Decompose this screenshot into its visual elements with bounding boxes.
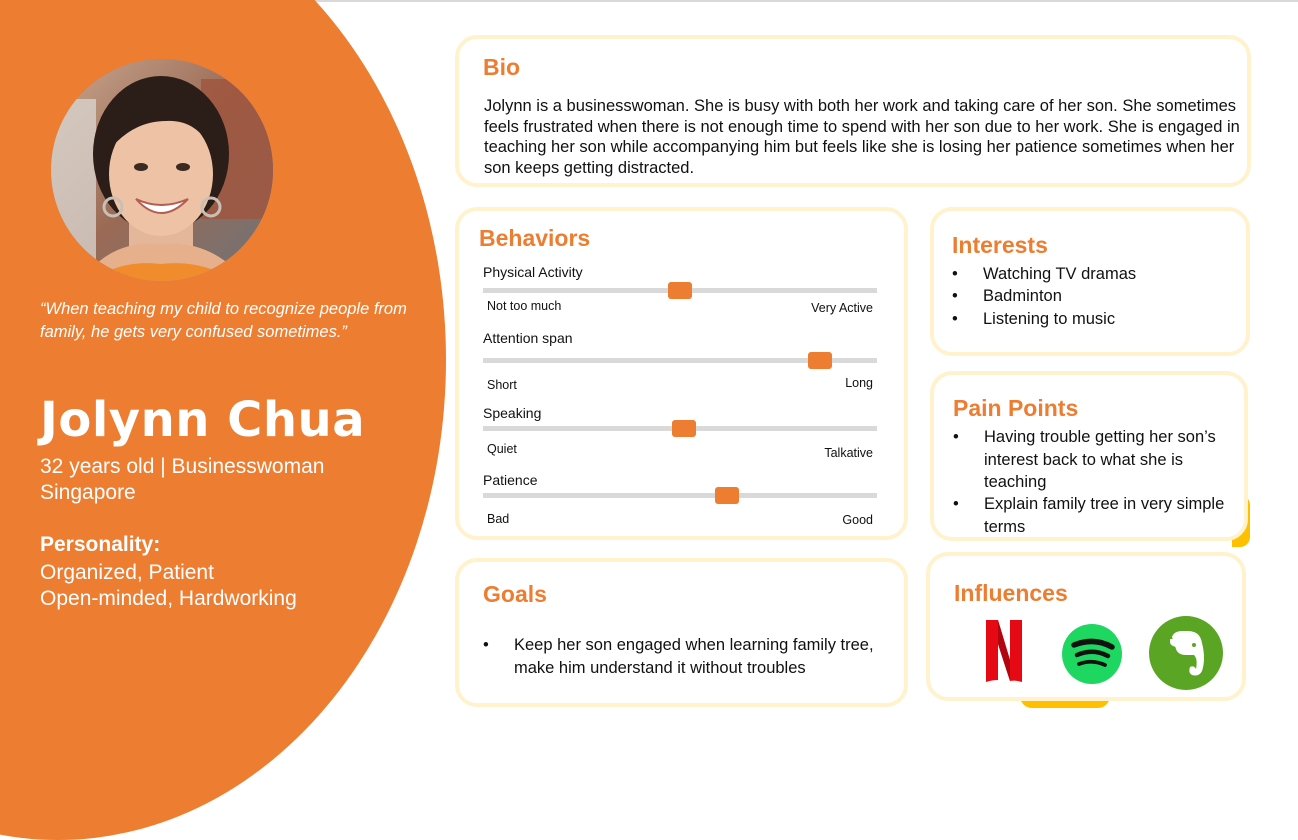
slider-thumb-patience[interactable] [715, 487, 739, 504]
pain-points-card [930, 371, 1248, 541]
slider-min-patience: Bad [487, 512, 510, 526]
slider-track-speaking [483, 426, 877, 431]
slider-label-attention-span: Attention span [483, 330, 573, 346]
netflix-logo [982, 618, 1026, 684]
behaviors-title: Behaviors [479, 225, 591, 251]
list-item: • Watching TV dramas [952, 263, 1242, 286]
interest-item-3: Listening to music [983, 310, 1116, 328]
slider-track-attention-span [483, 358, 877, 363]
slider-max-physical-activity: Very Active [811, 301, 873, 315]
slider-thumb-speaking[interactable] [672, 420, 696, 437]
slider-label-speaking: Speaking [483, 405, 542, 421]
slider-track-physical-activity [483, 288, 877, 293]
list-item: • Having trouble getting her son’s interest back to what she is teaching [953, 426, 1238, 494]
slider-max-speaking: Talkative [824, 446, 873, 460]
pain-points-title: Pain Points [953, 395, 1079, 421]
pain-point-item-1: Having trouble getting her son’s interest back to what she is teaching [984, 428, 1216, 491]
goal-item-1: Keep her son engaged when learning family tree, make him understand it without troubles [514, 636, 874, 677]
slider-track-patience [483, 493, 877, 498]
slider-max-patience: Good [842, 513, 873, 527]
interest-item-1: Watching TV dramas [983, 265, 1137, 283]
bio-title: Bio [483, 54, 521, 80]
slider-min-physical-activity: Not too much [487, 299, 562, 313]
slider-thumb-attention-span[interactable] [808, 352, 832, 369]
interests-card [930, 207, 1250, 356]
personality-line-1: Organized, Patient [40, 561, 214, 584]
pain-point-item-2: Explain family tree in very simple terms [984, 495, 1225, 536]
interest-item-2: Badminton [983, 287, 1062, 305]
bio-text: Jolynn is a businesswoman. She is busy with both her work and taking care of her son. She sometimes feels frustrated when there is not enough time to spend with her son due to her work. She is engaged in teaching her son while accompanying him but feels like she is losing her patience sometimes when her son keeps getting distracted. [484, 97, 1240, 177]
slider-min-speaking: Quiet [487, 442, 517, 456]
evernote-logo [1148, 615, 1224, 691]
list-item: • Badminton [952, 285, 1242, 308]
goals-title: Goals [483, 581, 547, 607]
influences-card [926, 552, 1246, 701]
profile-photo [51, 59, 273, 281]
bio-card [455, 35, 1251, 187]
spotify-logo [1061, 623, 1123, 685]
slider-max-attention-span: Long [845, 376, 873, 390]
age-occupation: 32 years old | Businesswoman [40, 455, 325, 478]
personality-line-2: Open-minded, Hardworking [40, 587, 297, 610]
personality-title: Personality: [40, 533, 161, 556]
location: Singapore [40, 481, 136, 504]
behaviors-card [455, 207, 908, 540]
interests-title: Interests [952, 232, 1048, 258]
influences-title: Influences [954, 580, 1068, 606]
persona-quote: “When teaching my child to recognize people from family, he gets very confused sometimes.” [40, 300, 407, 341]
list-item: • Explain family tree in very simple terms [953, 493, 1238, 538]
list-item: • Listening to music [952, 308, 1242, 331]
slider-label-physical-activity: Physical Activity [483, 264, 583, 280]
goals-card [455, 558, 908, 707]
slider-thumb-physical-activity[interactable] [668, 282, 692, 299]
slider-label-patience: Patience [483, 472, 538, 488]
persona-name: Jolynn Chua [40, 392, 366, 448]
list-item: • Keep her son engaged when learning family tree, make him understand it without troubles [483, 634, 883, 679]
slider-min-attention-span: Short [487, 378, 517, 392]
